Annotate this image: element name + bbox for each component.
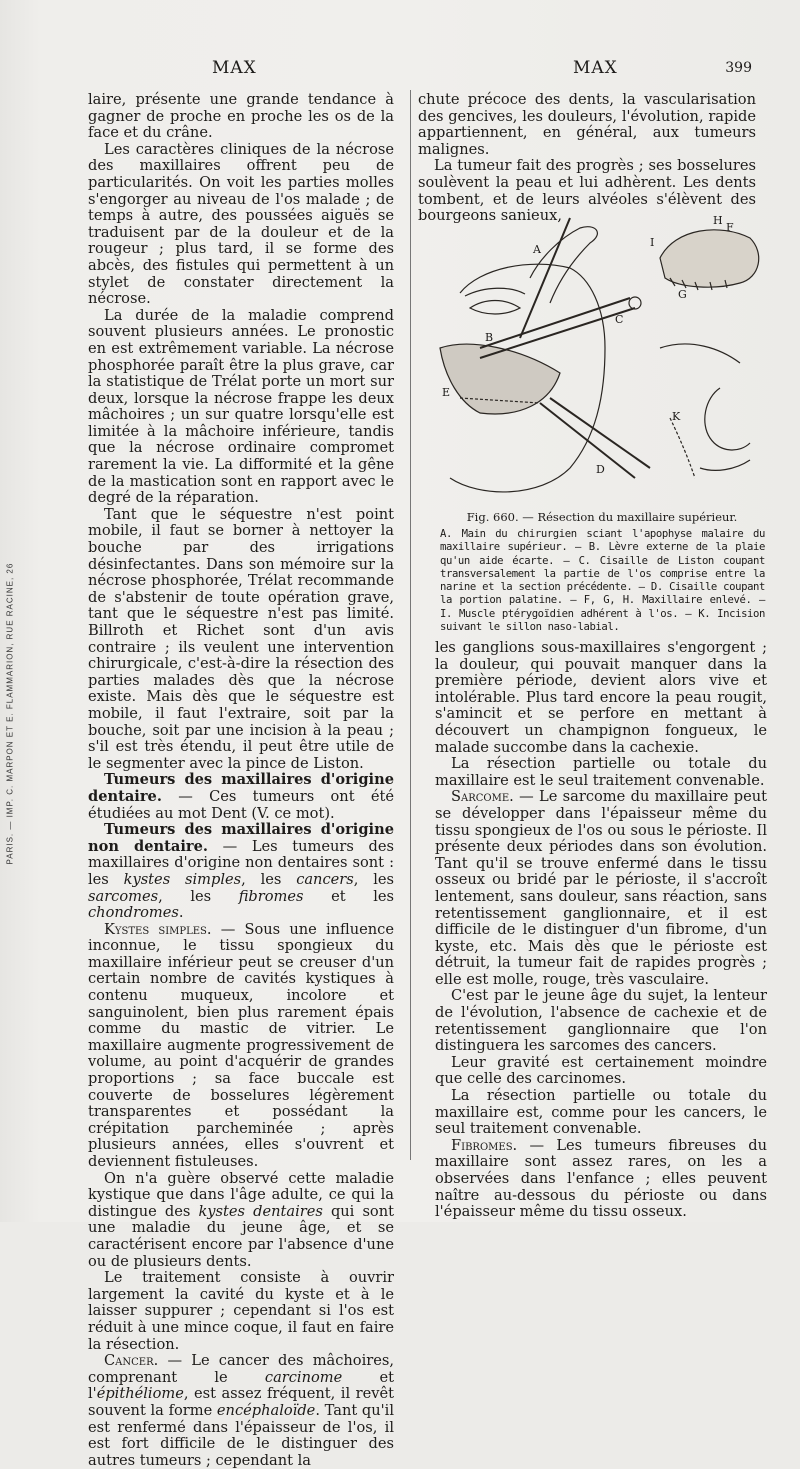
paragraph: Tumeurs des maxillaires d'origine non dentaire. — Les tumeurs des maxillaires d'origine non dentaires sont : les kystes simples, les cancers, les sarcomes, les fibromes et les chondromes.: [88, 821, 394, 922]
figure-label-d: D: [596, 463, 605, 476]
running-head-left: MAX: [212, 58, 257, 78]
paragraph: laire, présente une grande tendance à gagner de proche en proche les os de la face et du crâne.: [88, 91, 394, 142]
subsection-heading: Fibromes.: [451, 1136, 518, 1154]
paragraph: Tumeurs des maxillaires d'origine dentaire. — Ces tumeurs ont été étudiées au mot Dent (V. ce mot).: [88, 771, 394, 822]
paragraph: Fibromes. — Les tumeurs fibreuses du maxillaire sont assez rares, on les a observées dans l'enfance ; elles peuvent naître au-dessous du périoste ou dans l'épaisseur même du tissu osseux.: [435, 1136, 767, 1221]
paragraph: La résection partielle ou totale du maxillaire est le seul traitement convenable.: [435, 755, 767, 789]
column-rule: [410, 90, 411, 1160]
paragraph: La durée de la maladie comprend souvent plusieurs années. Le pronostic en est extrêmement variable. La nécrose phosphorée paraît être la plus grave, car la statistique de Trélat porte un mort sur deux, lorsque la nécrose frappe les deux mâchoires ; un sur quatre lorsqu'elle est limitée à la mâchoire inférieure, tandis que la nécrose ordinaire compromet rarement la vie. La difformité et la gêne de la mastication sont en rapport avec le degré de la réparation.: [88, 306, 394, 507]
left-column: [88, 92, 394, 1469]
paragraph: Le traitement consiste à ouvrir largement la cavité du kyste et à le laisser suppurer ; cependant si l'os est réduit à une mince coque, il faut en faire la résection.: [88, 1269, 394, 1353]
paragraph: Cancer. — Le cancer des mâchoires, comprenant le carcinome et l'épithéliome, est assez fréquent, il revêt souvent la forme encéphaloïde. Tant qu'il est renfermé dans l'épaisseur de l'os, il est fort difficile de le distinguer des autres tumeurs ; cependant la: [88, 1352, 395, 1469]
figure-caption: Fig. 660. — Résection du maxillaire supérieur.: [466, 510, 738, 524]
figure-label-b: B: [485, 331, 494, 344]
paragraph: Leur gravité est certainement moindre que celle des carcinomes.: [435, 1053, 767, 1088]
paragraph: On n'a guère observé cette maladie kystique que dans l'âge adulte, ce qui la distingue des kystes dentaires qui sont une maladie du jeune âge, et se caractérisent encore par l'absence d'une ou de plusieurs dents.: [88, 1169, 394, 1270]
figure-label-g: G: [678, 288, 687, 301]
section-heading: Tumeurs des maxillaires d'origine non dentaire.: [88, 821, 394, 855]
page-number: 399: [725, 60, 752, 76]
figure-label-h: H: [713, 214, 723, 227]
paragraph: C'est par le jeune âge du sujet, la lenteur de l'évolution, l'absence de cachexie et de retentissement ganglionnaire que l'on distinguera les sarcomes des cancers.: [435, 987, 767, 1055]
section-heading: Tumeurs des maxillaires d'origine dentaire.: [88, 771, 394, 805]
paragraph: Les caractères cliniques de la nécrose des maxillaires offrent peu de particularités. On voit les parties molles s'engorger au niveau de l'os malade ; de temps à autre, des poussées aiguës se traduisent par de la douleur et de la rougeur ; plus tard, il se forme des abcès, des fistules qui permettent à un stylet de constater directement la nécrose.: [88, 140, 394, 308]
subsection-heading: Sarcome.: [451, 788, 514, 806]
printer-imprint: PARIS. — IMP. C. MARPON ET E. FLAMMARION, RUE RACINE, 26: [5, 562, 15, 865]
figure-legend: A. Main du chirurgien sciant l'apophyse malaire du maxillaire supérieur. — B. Lèvre externe de la plaie qu'un aide écarte. — C. Cisaille de Liston coupant transversalement la partie de l'os comprise entre la narine et la section précédente. — D. Cisaille coupant la portion palatine. — F, G, H. Maxillaire enlevé. — I. Muscle ptérygoïdien adhérent à l'os. — K. Incision suivant le sillon naso-labial.: [440, 528, 765, 634]
running-head-right: MAX: [573, 58, 618, 78]
paragraph: La tumeur fait des progrès ; ses bosselures soulèvent la peau et lui adhèrent. Les dents tombent, et de leurs alvéoles s'élèvent des bourgeons sanieux,: [418, 157, 756, 225]
figure-label-c: C: [615, 313, 624, 326]
figure-label-i: I: [650, 236, 655, 249]
subsection-heading: Kystes simples.: [104, 920, 212, 938]
figure-label-f: F: [726, 221, 734, 234]
figure-label-k: K: [672, 410, 681, 423]
figure-label-e: E: [442, 386, 451, 399]
paragraph: Kystes simples. — Sous une influence inconnue, le tissu spongieux du maxillaire inférieur peut se creuser d'un certain nombre de cavités kystiques à contenu muqueux, incolore et sanguinolent, bien plus rarement épais comme du mastic de vitrier. Le maxillaire augmente progressivement de volume, au point d'acquérir de grandes proportions ; sa face buccale est couverte de bosselures légèrement transparentes et possédant la crépitation parcheminée ; après plusieurs années, elles s'ouvrent et deviennent fistuleuses.: [88, 920, 394, 1170]
right-column-bottom: [435, 640, 767, 1221]
figure-label-a: A: [533, 243, 541, 256]
surgical-illustration: [420, 198, 770, 508]
paragraph: Tant que le séquestre n'est point mobile, il faut se borner à nettoyer la bouche par des irrigations désinfectantes. Dans son mémoire sur la nécrose phosphorée, Trélat recommande de s'abstenir de toute opération grave, tant que le séquestre n'est pas limité. Billroth et Richet sont d'un avis contraire ; ils veulent une intervention chirurgicale, c'est-à-dire la résection des parties malades dès que la nécrose existe. Mais dès que le séquestre est mobile, il faut l'extraire, soit par la bouche, soit par une incision à la peau ; s'il est très étendu, il peut être utile de le segmenter avec la pince de Liston.: [88, 505, 394, 772]
paragraph: Sarcome. — Le sarcome du maxillaire peut se développer dans l'épaisseur même du tissu spongieux de l'os ou sous le périoste. Il présente deux périodes dans son évolution. Tant qu'il se trouve enfermé dans le tissu osseux ou bridé par le périoste, il s'accroît lentement, sans douleur, sans réaction, sans retentissement ganglionnaire, et il est difficile de le distinguer d'un fibrome, d'un kyste, etc. Mais dès que le périoste est détruit, la tumeur fait de rapides progrès ; elle est molle, rouge, très vasculaire.: [435, 788, 767, 988]
paragraph: chute précoce des dents, la vascularisation des gencives, les douleurs, l'évolution, rapide appartiennent, en général, aux tumeurs malignes.: [418, 91, 756, 158]
paragraph: La résection partielle ou totale du maxillaire est, comme pour les cancers, le seul traitement convenable.: [435, 1087, 767, 1138]
subsection-heading: Cancer.: [104, 1352, 159, 1370]
paragraph: les ganglions sous-maxillaires s'engorgent ; la douleur, qui pouvait manquer dans la première période, devient alors vive et intolérable. Plus tard encore la peau rougit, s'amincit et se perfore en mettant à découvert un champignon fongueux, le malade succombe dans la cachexie.: [435, 639, 767, 756]
